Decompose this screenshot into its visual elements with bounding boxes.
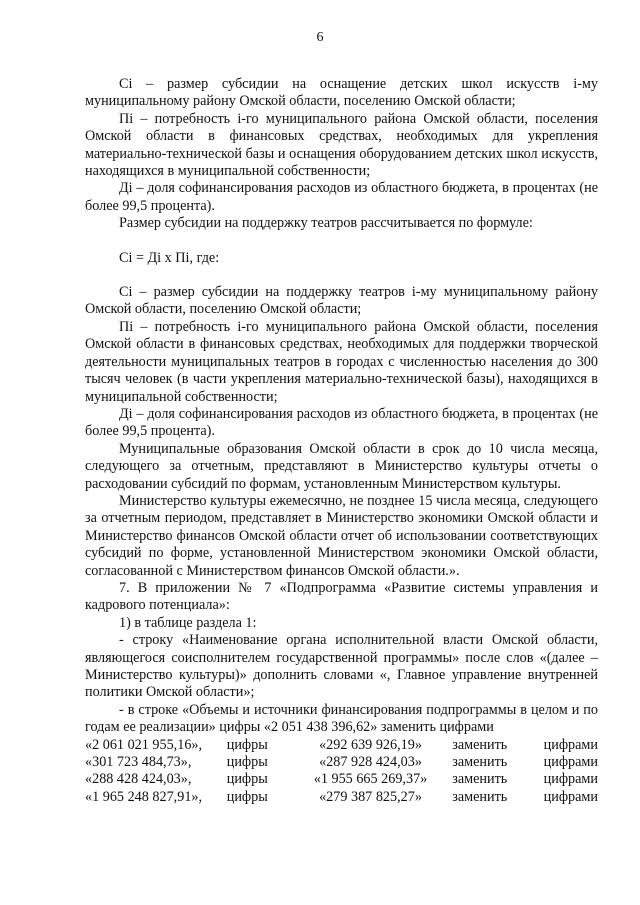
replacement-from: «288 428 424,03», xyxy=(85,771,192,788)
replacement-verb: заменить xyxy=(452,771,508,788)
replacement-row xyxy=(85,771,598,788)
replacement-row xyxy=(85,737,598,754)
replacement-from: «301 723 484,73», xyxy=(85,754,192,771)
paragraph-ministry-report: Министерство культуры ежемесячно, не позднее 15 числа месяца, следующего за отчетным периодом, представляет в Министерство экономики Омской области и Министерство финансов Омской области отчет об использовании соответствующих субсидий по форме, установленной Министерством экономики Омской области, согласованной с Министерством финансов Омской области.». xyxy=(85,492,598,579)
replacement-row xyxy=(85,754,598,771)
replacement-to: «287 928 424,03» xyxy=(319,754,422,771)
replacement-object: цифрами xyxy=(543,736,598,753)
replacement-object: цифрами xyxy=(543,771,598,788)
paragraph-appendix-7: 7. В приложении № 7 «Подпрограмма «Развитие системы управления и кадрового потенциала»: xyxy=(85,579,598,614)
paragraph-theatre-di: Дi – доля софинансирования расходов из областного бюджета, в процентах (не более 99,5 процента). xyxy=(85,405,598,440)
replacement-word: цифры xyxy=(226,736,268,753)
replacement-verb: заменить xyxy=(452,788,508,805)
document-body xyxy=(85,76,598,806)
replacement-to: «292 639 926,19» xyxy=(319,736,422,753)
paragraph-row-financing: - в строке «Объемы и источники финансирования подпрограммы в целом и по годам ее реализации» цифры «2 051 438 396,62» заменить цифрами xyxy=(85,701,598,736)
replacement-to: «279 387 825,27» xyxy=(319,788,422,805)
replacement-verb: заменить xyxy=(452,736,508,753)
paragraph-reporting: Муниципальные образования Омской области в срок до 10 числа месяца, следующего за отчетным, представляют в Министерство культуры отчеты о расходовании субсидий по формам, установленным Министерством культуры. xyxy=(85,440,598,492)
paragraph-di-definition: Дi – доля софинансирования расходов из областного бюджета, в процентах (не более 99,5 процента). xyxy=(85,180,598,214)
paragraph-ci-definition: Ci – размер субсидии на оснащение детских школ искусств i-му муниципальному району Омской области, поселению Омской области; xyxy=(85,76,598,110)
paragraph-row-name: - строку «Наименование органа исполнительной власти Омской области, являющегося соисполнителем государственной программы» после слов «(далее – Министерство культуры)» дополнить словами «, Главное управление внутренней политики Омской области»; xyxy=(85,632,598,701)
replacement-row xyxy=(85,789,598,806)
replacement-object: цифрами xyxy=(543,754,598,771)
formula-line: Ci = Дi х Пi, где: xyxy=(119,249,220,266)
replacement-word: цифры xyxy=(226,771,268,788)
replacement-word: цифры xyxy=(226,788,268,805)
paragraph-table-section: 1) в таблице раздела 1: xyxy=(119,614,257,631)
replacement-object: цифрами xyxy=(543,788,598,805)
paragraph-theatre-ci: Ci – размер субсидии на поддержку театров i-му муниципальному району Омской области, поселению Омской области; xyxy=(85,284,598,318)
paragraph-pi-definition: Пi – потребность i-го муниципального района Омской области, поселения Омской области в финансовых средствах, необходимых для укрепления материально-технической базы и оснащения оборудованием детских школ искусств, находящихся в муниципальной собственности; xyxy=(85,110,598,180)
replacement-from: «1 965 248 827,91», xyxy=(85,788,203,805)
replacement-word: цифры xyxy=(226,754,268,771)
replacement-verb: заменить xyxy=(452,754,508,771)
paragraph-theatre-intro: Размер субсидии на поддержку театров рассчитывается по формуле: xyxy=(119,215,533,232)
replacement-to: «1 955 665 269,37» xyxy=(313,771,428,788)
paragraph-theatre-pi: Пi – потребность i-го муниципального района Омской области, поселения Омской области в финансовых средствах, необходимых для поддержки творческой деятельности муниципальных театров в городах с численностью населения до 300 тысяч человек (в части укрепления материально-технической базы), находящихся в муниципальной собственности; xyxy=(85,318,598,405)
page-number: 6 xyxy=(316,30,324,45)
replacement-from: «2 061 021 955,16», xyxy=(85,736,203,753)
